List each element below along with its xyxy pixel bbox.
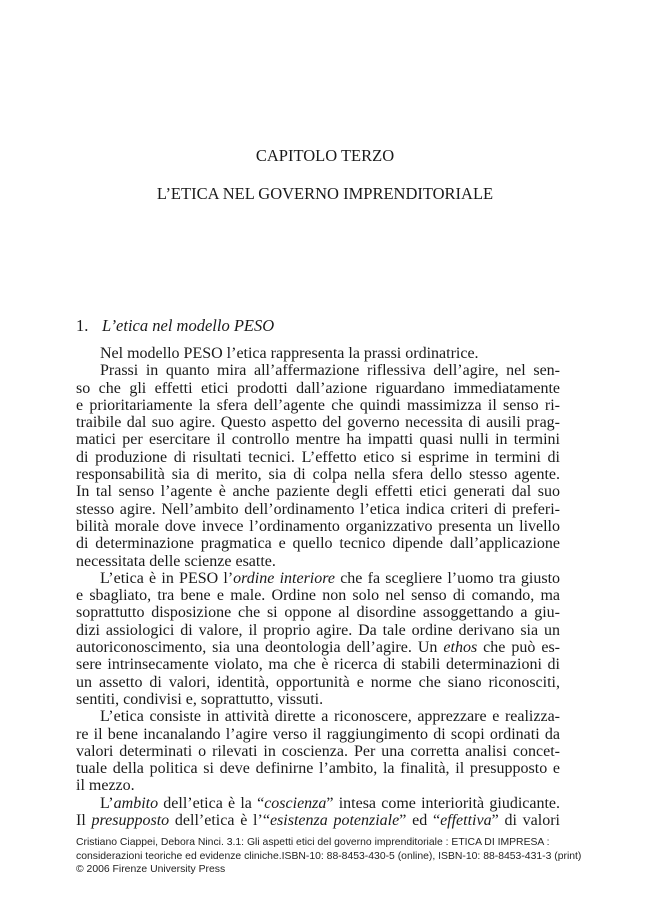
body-line — [76, 380, 560, 397]
body-line — [76, 414, 560, 431]
text-segment: responsabilità sia di merito, sia di colpa nella sfera dello stesso agente. — [76, 466, 560, 484]
body-line — [76, 760, 560, 777]
text-segment: bilità morale dove invece l’ordinamento organizzativo presenta un livello — [76, 517, 560, 535]
body-line — [76, 397, 560, 414]
text-segment: traibile dal suo agire. Questo aspetto del governo necessita di ausili prag- — [76, 414, 560, 432]
text-segment: il mezzo. — [76, 777, 135, 795]
body-line — [76, 726, 560, 743]
text-segment: re il bene incanalando l’agire verso il raggiungimento di scopi ordinati da — [76, 725, 560, 743]
body-line — [76, 570, 560, 587]
body-line — [76, 656, 560, 673]
body-line — [76, 795, 560, 812]
text-segment: tuale della politica si deve definirne l’ambito, la finalità, il presupposto e — [76, 760, 560, 778]
text-segment: L’etica è in PESO l’ — [100, 569, 234, 587]
text-segment: di determinazione pragmatica e quello tecnico dipende dall’applicazione — [76, 535, 560, 553]
chapter-title: L’ETICA NEL GOVERNO IMPRENDITORIALE — [156, 184, 494, 203]
text-segment: di produzione di risultati tecnici. L’effetto etico si esprime in termini di — [76, 448, 560, 466]
text-segment: e sbagliato, tra bene e male. Ordine non solo nel senso di comando, ma — [76, 587, 560, 605]
text-segment: che può es- — [477, 639, 561, 657]
citation-footer — [76, 836, 582, 877]
body-line — [76, 639, 560, 656]
section-heading — [76, 316, 274, 336]
text-segment: matici per esercitare il controllo mentre ha impatti quasi nulli in termini — [76, 431, 560, 449]
body-line — [76, 501, 560, 518]
italic-term: ambito — [113, 794, 159, 812]
body-line — [76, 674, 560, 691]
body-text — [76, 345, 560, 829]
text-segment: e prioritariamente la sfera dell’agente che quindi massimizza il senso ri- — [76, 396, 560, 414]
text-segment: dizi assiologici di valore, il proprio agire. Da tale ordine derivano sia un — [76, 621, 560, 639]
text-segment: Il — [76, 812, 92, 830]
text-segment: soprattutto disposizione che si oppone al disordine assoggettando a giu- — [76, 604, 560, 622]
body-line — [76, 449, 560, 466]
body-line — [76, 708, 560, 725]
text-segment: che fa scegliere l’uomo tra giusto — [334, 569, 561, 587]
italic-term: ethos — [443, 639, 478, 657]
body-line — [76, 553, 560, 570]
text-segment: valori determinati o rilevati in coscienza. Per una corretta analisi concet- — [76, 742, 560, 760]
body-line — [76, 777, 560, 794]
text-segment: Prassi in quanto mira all’affermazione riflessiva dell’agire, nel sen- — [100, 362, 560, 380]
text-segment: In tal senso l’agente è anche paziente degli effetti etici generati dal suo — [76, 483, 560, 501]
body-line — [76, 362, 560, 379]
body-line — [76, 587, 560, 604]
footer-line-3: © 2006 Firenze University Press — [76, 864, 226, 875]
body-line — [76, 518, 560, 535]
text-segment: dell’etica è l’“ — [169, 812, 270, 830]
italic-term: coscienza — [264, 794, 327, 812]
section-number: 1. — [76, 316, 89, 335]
body-line — [76, 483, 560, 500]
text-segment: L’etica consiste in attività dirette a riconoscere, apprezzare e realizza- — [100, 708, 560, 726]
text-segment: stesso agire. Nell’ambito dell’ordinamento l’etica indica criteri di preferi- — [76, 500, 560, 518]
italic-term: esistenza potenziale — [269, 812, 400, 830]
body-line — [76, 604, 560, 621]
body-line — [76, 743, 560, 760]
chapter-label: CAPITOLO TERZO — [255, 146, 395, 165]
section-title: L’etica nel modello PESO — [102, 316, 275, 335]
italic-term: presupposto — [91, 812, 170, 830]
text-segment: ” di valori — [491, 812, 560, 830]
body-line — [76, 345, 560, 362]
text-segment: dell’etica è la “ — [158, 794, 265, 812]
italic-term: effettiva — [440, 812, 492, 830]
body-line — [76, 812, 560, 829]
italic-term: ordine interiore — [233, 569, 335, 587]
body-line — [76, 431, 560, 448]
body-line — [76, 622, 560, 639]
text-segment: L’ — [100, 794, 114, 812]
text-segment: ” intesa come interiorità giudicante. — [326, 794, 561, 812]
footer-line-2: considerazioni teoriche ed evidenze cliniche.ISBN-10: 88-8453-430-5 (online), ISBN-10: 88-8453-431-3 (print) — [76, 850, 582, 862]
text-segment: ” ed “ — [399, 812, 441, 830]
text-segment: sentiti, condivisi e, soprattutto, vissuti. — [76, 690, 324, 708]
footer-line-1: Cristiano Ciappei, Debora Ninci. 3.1: Gli aspetti etici del governo imprenditoriale : ETICA DI IMPRESA : — [76, 837, 550, 848]
body-line — [76, 535, 560, 552]
text-segment: Nel modello PESO l’etica rappresenta la prassi ordinatrice. — [100, 345, 479, 362]
body-line — [76, 691, 560, 708]
text-segment: sere intrinsecamente violato, ma che è ricerca di stabili determinazioni di — [76, 656, 560, 674]
text-segment: autoriconoscimento, sia una deontologia dell’agire. Un — [76, 639, 444, 657]
text-segment: so che gli effetti etici prodotti dall’azione riguardano immediatamente — [76, 379, 560, 397]
text-segment: necessitata delle scienze esatte. — [76, 552, 276, 570]
text-segment: un assetto di valori, identità, opportunità e norme che siano riconosciti, — [76, 673, 560, 691]
body-line — [76, 466, 560, 483]
